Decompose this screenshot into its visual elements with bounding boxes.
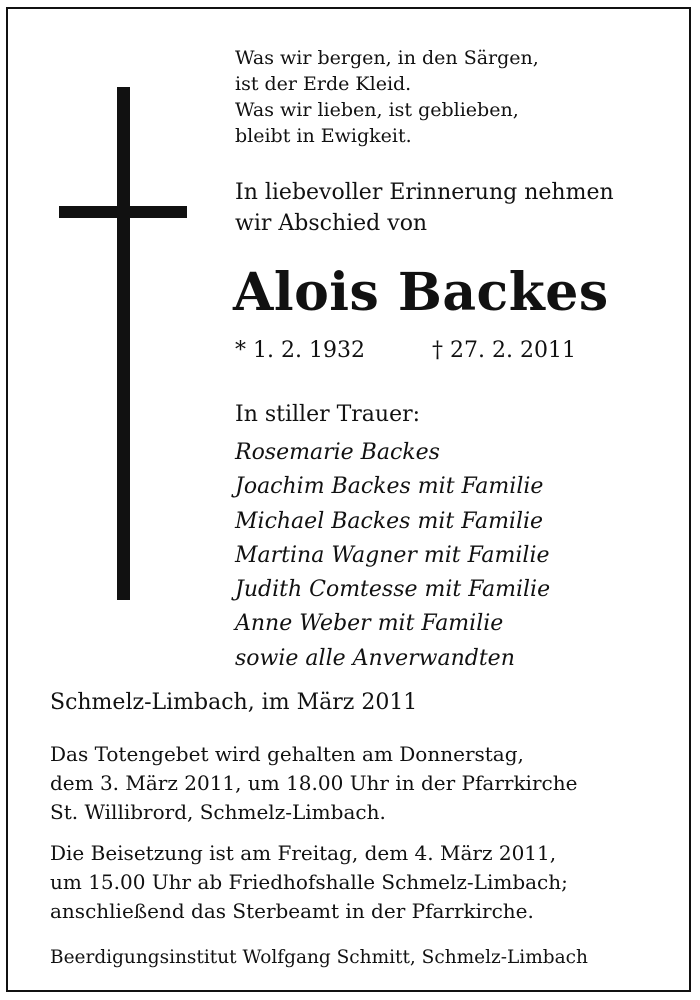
mourner-item: Rosemarie Backes xyxy=(235,440,440,465)
prayer-line: Das Totengebet wird gehalten am Donnerstag, xyxy=(50,742,524,766)
funeral-line: um 15.00 Uhr ab Friedhofshalle Schmelz-Limbach; xyxy=(50,870,568,894)
prayer-line: St. Willibrord, Schmelz-Limbach. xyxy=(50,800,386,824)
prayer-line: dem 3. März 2011, um 18.00 Uhr in der Pfarrkirche xyxy=(50,771,578,795)
mourner-item: sowie alle Anverwandten xyxy=(235,645,515,671)
undertaker-credit: Beerdigungsinstitut Wolfgang Schmitt, Schmelz-Limbach xyxy=(50,947,588,968)
birth-date: * 1. 2. 1932 xyxy=(235,338,365,363)
funeral-announcement xyxy=(50,839,568,926)
mourners-list xyxy=(235,436,550,676)
mourner-item: Michael Backes mit Familie xyxy=(235,508,544,534)
mourner-item: Joachim Backes mit Familie xyxy=(235,474,544,500)
cross-horizontal-bar xyxy=(59,206,187,218)
poem-line: Was wir bergen, in den Särgen, xyxy=(235,47,539,69)
funeral-line: anschließend das Sterbeamt in der Pfarrkirche. xyxy=(50,899,534,923)
poem-line: Was wir lieben, ist geblieben, xyxy=(235,99,519,121)
deceased-name: Alois Backes xyxy=(233,262,609,323)
obituary-notice xyxy=(6,7,691,992)
mourner-item: Martina Wagner mit Familie xyxy=(235,542,550,568)
funeral-line: Die Beisetzung ist am Freitag, dem 4. März 2011, xyxy=(50,841,557,865)
place-and-date: Schmelz-Limbach, im März 2011 xyxy=(50,690,418,715)
mourner-item: Judith Comtesse mit Familie xyxy=(235,577,551,603)
intro-line: wir Abschied von xyxy=(235,211,428,236)
cross-vertical-bar xyxy=(117,87,130,600)
farewell-intro xyxy=(235,177,614,239)
mourning-heading: In stiller Trauer: xyxy=(235,402,421,427)
death-date: † 27. 2. 2011 xyxy=(432,338,576,363)
mourner-item: Anne Weber mit Familie xyxy=(235,611,504,637)
poem-line: ist der Erde Kleid. xyxy=(235,73,412,95)
memorial-poem xyxy=(235,45,539,149)
intro-line: In liebevoller Erinnerung nehmen xyxy=(235,180,614,205)
poem-line: bleibt in Ewigkeit. xyxy=(235,125,412,147)
prayer-announcement xyxy=(50,740,577,827)
